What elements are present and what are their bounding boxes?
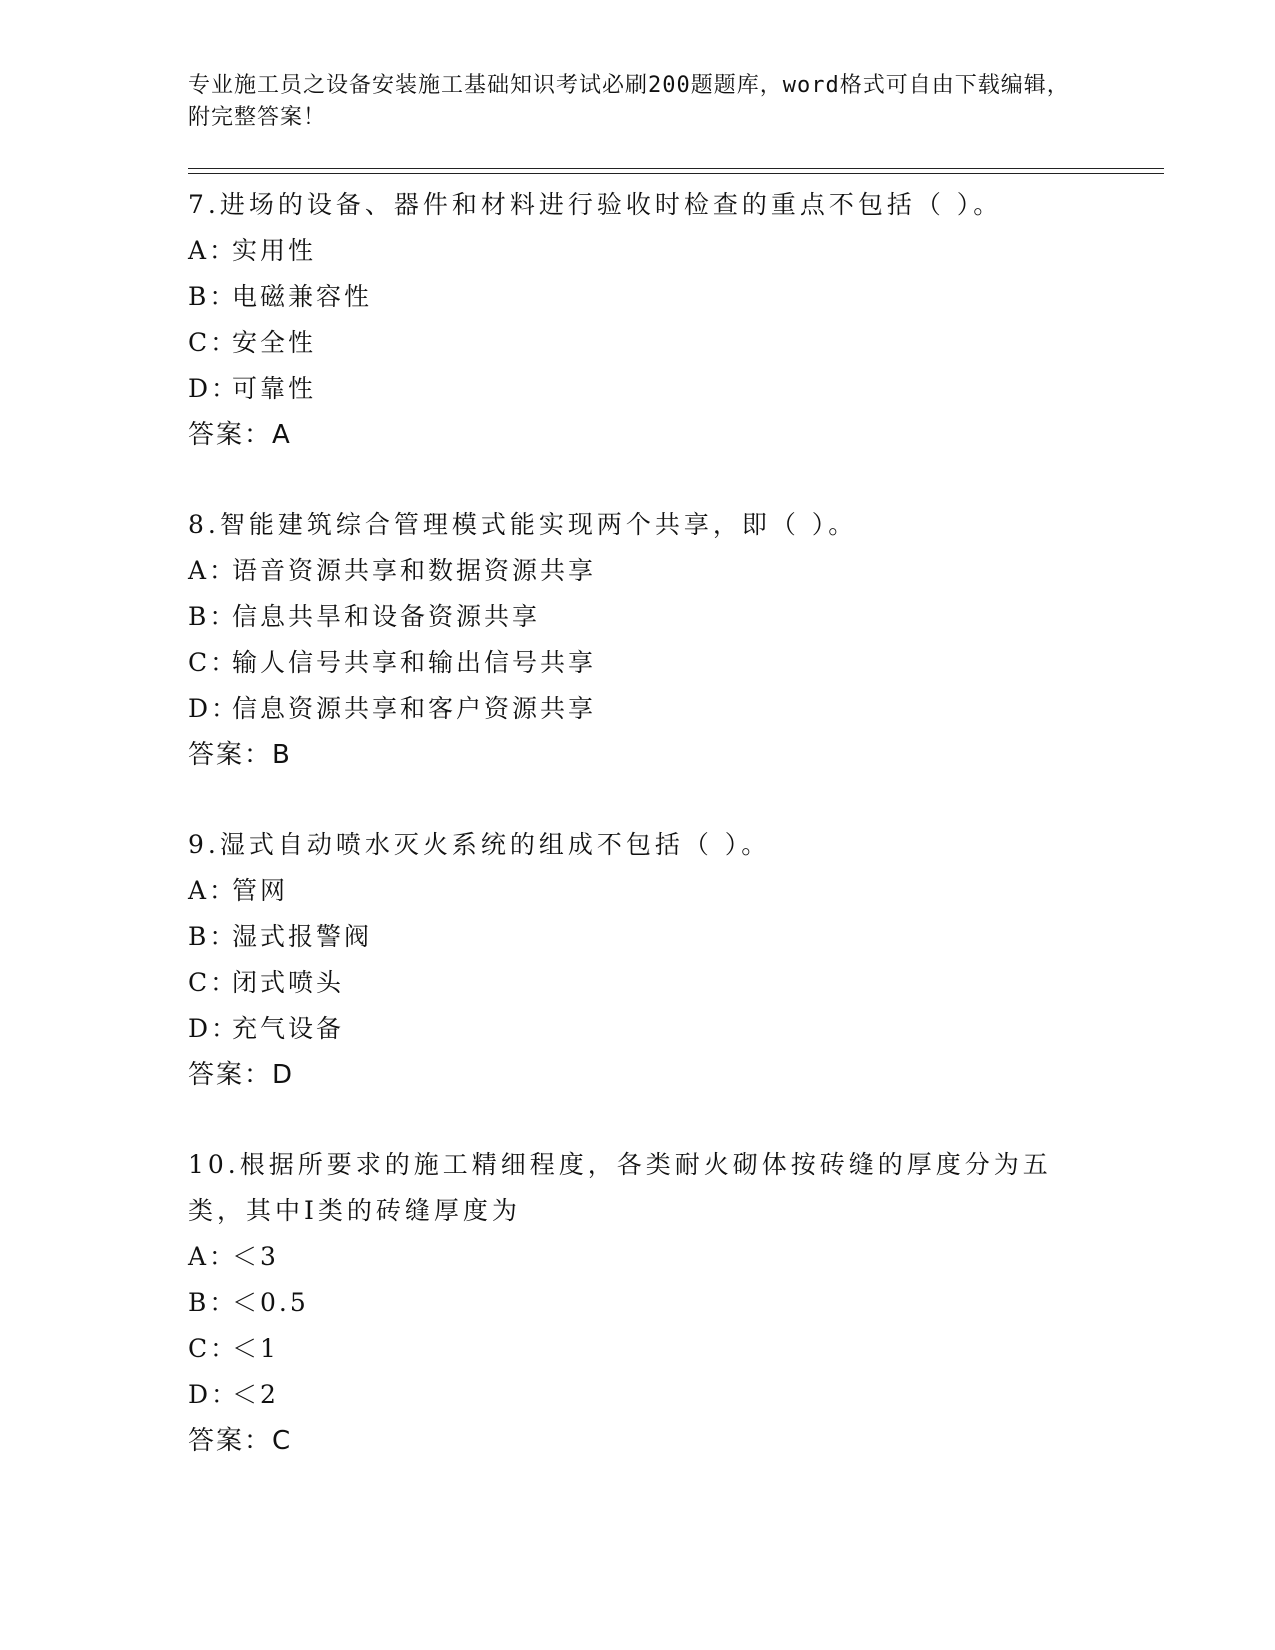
question-item — [188, 822, 1168, 1098]
option-a — [188, 868, 1168, 914]
option-key: C： — [188, 968, 239, 997]
option-key: A： — [188, 876, 238, 905]
option-d — [188, 1006, 1168, 1052]
option-b — [188, 594, 1168, 640]
option-text: 可靠性 — [232, 374, 317, 403]
option-key: C： — [188, 1334, 239, 1363]
question-item — [188, 1142, 1168, 1464]
option-text: 湿式报警阀 — [232, 922, 373, 951]
option-text: 管网 — [232, 876, 289, 905]
option-key: D： — [188, 694, 240, 723]
question-item — [188, 502, 1168, 778]
option-a — [188, 228, 1168, 274]
question-stem: 7.进场的设备、器件和材料进行验收时检查的重点不包括（ ）。 — [188, 190, 1003, 219]
spacer — [188, 778, 1168, 822]
option-d — [188, 366, 1168, 412]
option-a — [188, 548, 1168, 594]
option-c — [188, 320, 1168, 366]
option-b — [188, 914, 1168, 960]
option-text: 语音资源共享和数据资源共享 — [232, 556, 597, 585]
option-key: B： — [188, 282, 238, 311]
option-text: 实用性 — [232, 236, 317, 265]
option-text: ＜2 — [232, 1380, 279, 1409]
option-d — [188, 1372, 1168, 1418]
option-text: 闭式喷头 — [232, 968, 345, 997]
option-text: ＜3 — [232, 1242, 279, 1271]
option-c — [188, 960, 1168, 1006]
question-item — [188, 182, 1168, 458]
option-key: B： — [188, 1288, 238, 1317]
document-page — [188, 70, 1168, 1464]
option-b — [188, 1280, 1168, 1326]
option-key: B： — [188, 922, 238, 951]
answer-line: 答案：D — [188, 1060, 295, 1090]
option-text: 电磁兼容性 — [232, 282, 373, 311]
option-text: 信息共旱和设备资源共享 — [232, 602, 541, 631]
option-text: 输人信号共享和输出信号共享 — [232, 648, 597, 677]
answer-line: 答案：A — [188, 420, 292, 450]
option-c — [188, 640, 1168, 686]
option-d — [188, 686, 1168, 732]
answer-line: 答案：B — [188, 740, 292, 770]
option-a — [188, 1234, 1168, 1280]
option-key: C： — [188, 648, 239, 677]
question-stem: 9.湿式自动喷水灭火系统的组成不包括（ ）。 — [188, 830, 771, 859]
option-text: ＜0.5 — [232, 1288, 309, 1317]
option-key: A： — [188, 556, 238, 585]
option-c — [188, 1326, 1168, 1372]
option-text: ＜1 — [232, 1334, 279, 1363]
option-key: D： — [188, 1014, 240, 1043]
question-stem: 10.根据所要求的施工精细程度，各类耐火砌体按砖缝的厚度分为五类，其中Ⅰ类的砖缝厚度为 — [188, 1150, 1052, 1225]
option-key: A： — [188, 236, 238, 265]
option-text: 信息资源共享和客户资源共享 — [232, 694, 597, 723]
option-key: C： — [188, 328, 239, 357]
option-text: 充气设备 — [232, 1014, 345, 1043]
spacer — [188, 1098, 1168, 1142]
option-key: B： — [188, 602, 238, 631]
option-b — [188, 274, 1168, 320]
spacer — [188, 458, 1168, 502]
option-key: D： — [188, 374, 240, 403]
answer-line: 答案：C — [188, 1426, 293, 1456]
option-key: A： — [188, 1242, 238, 1271]
option-text: 安全性 — [232, 328, 317, 357]
header-divider — [188, 168, 1164, 174]
document-title: 专业施工员之设备安装施工基础知识考试必刷200题题库，word格式可自由下载编辑，附完整答案！ — [188, 73, 1070, 130]
option-key: D： — [188, 1380, 240, 1409]
question-stem: 8.智能建筑综合管理模式能实现两个共享，即（ ）。 — [188, 510, 858, 539]
